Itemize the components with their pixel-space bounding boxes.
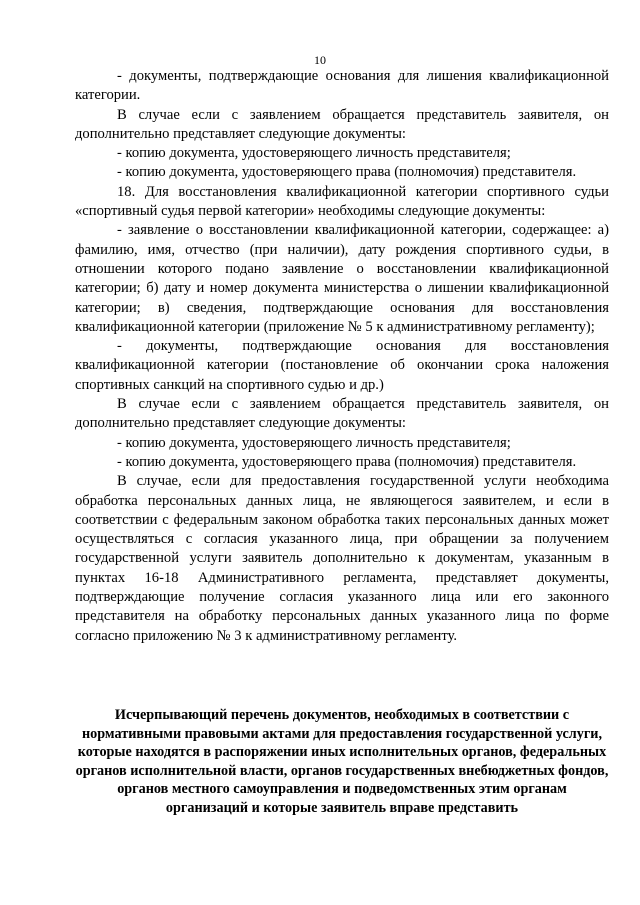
- paragraph-5: 18. Для восстановления квалификационной категории спортивного судьи «спортивный судья первой категории» необходимы следующие документы:: [75, 183, 609, 220]
- paragraph-4: - копию документа, удостоверяющего права (полномочия) представителя.: [117, 164, 577, 181]
- paragraph-10: - копию документа, удостоверяющего права (полномочия) представителя.: [117, 453, 577, 470]
- paragraph-2: В случае если с заявлением обращается представитель заявителя, он дополнительно представляет следующие документы:: [75, 106, 609, 142]
- paragraph-1: - документы, подтверждающие основания для лишения квалификационной категории.: [75, 68, 609, 104]
- paragraph-6: - заявление о восстановлении квалификационной категории, содержащее: а) фамилию, имя, отчество (при наличии), дату рождения спортивного судьи, в отношении которого подано заявление о восстановлении квалификационной категории; б) дату и номер документа министерства о лишении квалификационной категории; в) сведения, подтверждающие основания для восстановления квалификационной категории (приложение № 5 к административному регламенту);: [75, 222, 609, 335]
- paragraph-8: В случае если с заявлением обращается представитель заявителя, он дополнительно представляет следующие документы:: [75, 396, 609, 432]
- section-heading: Исчерпывающий перечень документов, необходимых в соответствии с нормативными правовыми актами для предоставления государственной услуги, которые находятся в распоряжении иных исполнительных органов, федеральных органов исполнительной власти, органов государственных внебюджетных фондов, органов местного самоуправления и подведомственных этим органам организаций и которые заявитель вправе представить: [75, 707, 609, 816]
- paragraph-9: - копию документа, удостоверяющего личность представителя;: [117, 434, 511, 451]
- paragraph-3: - копию документа, удостоверяющего личность представителя;: [117, 145, 511, 162]
- page-number: 10: [314, 53, 326, 67]
- body-text: [75, 67, 609, 646]
- paragraph-11: В случае, если для предоставления государственной услуги необходима обработка персональных данных лица, не являющегося заявителем, и если в соответствии с федеральным законом обработка таких персональных данных может осуществляться с согласия указанного лица, при обращении за получением государственной услуги заявитель дополнительно к документам, указанным в пунктах 16-18 Административного регламента, представляет документы, подтверждающие получение согласия указанного лица или его законного представителя на обработку персональных данных указанного лица по форме согласно приложению № 3 к административному регламенту.: [75, 473, 609, 644]
- paragraph-7: - документы, подтверждающие основания для восстановления квалификационной категории (постановление об окончании срока наложения спортивных санкций на спортивного судью и др.): [75, 338, 609, 393]
